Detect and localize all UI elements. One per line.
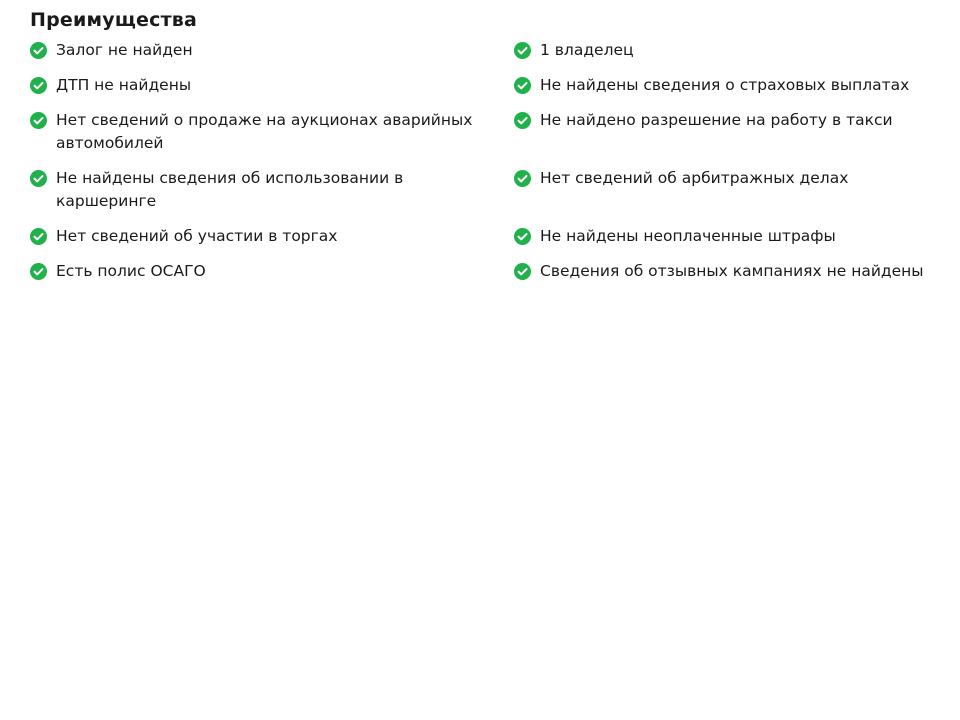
check-circle-icon (514, 42, 531, 59)
check-circle-icon (514, 170, 531, 187)
advantage-label: Нет сведений об арбитражных делах (540, 169, 849, 187)
advantage-item (514, 109, 955, 132)
advantage-item (514, 39, 955, 62)
advantages-columns (30, 39, 955, 295)
advantage-item (514, 260, 955, 283)
advantage-item (514, 225, 955, 248)
advantage-label: ДТП не найдены (56, 76, 192, 94)
advantage-label: Нет сведений об участии в торгах (56, 227, 338, 245)
advantage-item (30, 109, 514, 155)
advantage-label: 1 владелец (540, 41, 634, 59)
advantage-item (30, 39, 514, 62)
advantages-right-column (514, 39, 955, 295)
advantage-label: Есть полис ОСАГО (56, 262, 206, 280)
check-circle-icon (30, 170, 47, 187)
advantage-item (30, 225, 514, 248)
advantage-label: Не найдены неоплаченные штрафы (540, 227, 836, 245)
advantage-item (30, 167, 514, 213)
advantage-label: Нет сведений о продаже на аукционах аварийных автомобилей (56, 111, 473, 152)
advantage-label: Не найдены сведения об использовании в каршеринге (56, 169, 404, 210)
advantage-label: Не найдены сведения о страховых выплатах (540, 76, 910, 94)
advantage-item (30, 74, 514, 97)
check-circle-icon (514, 228, 531, 245)
check-circle-icon (30, 263, 47, 280)
advantages-left-column (30, 39, 514, 295)
check-circle-icon (30, 42, 47, 59)
advantage-label: Залог не найден (56, 41, 193, 59)
advantage-label: Сведения об отзывных кампаниях не найдены (540, 262, 924, 280)
check-circle-icon (30, 112, 47, 129)
check-circle-icon (30, 228, 47, 245)
section-title: Преимущества (30, 9, 198, 31)
advantage-item (514, 74, 955, 97)
advantage-label: Не найдено разрешение на работу в такси (540, 111, 893, 129)
advantage-item (30, 260, 514, 283)
check-circle-icon (514, 112, 531, 129)
check-circle-icon (514, 263, 531, 280)
check-circle-icon (30, 77, 47, 94)
check-circle-icon (514, 77, 531, 94)
advantage-item (514, 167, 955, 190)
advantages-section (30, 6, 955, 295)
